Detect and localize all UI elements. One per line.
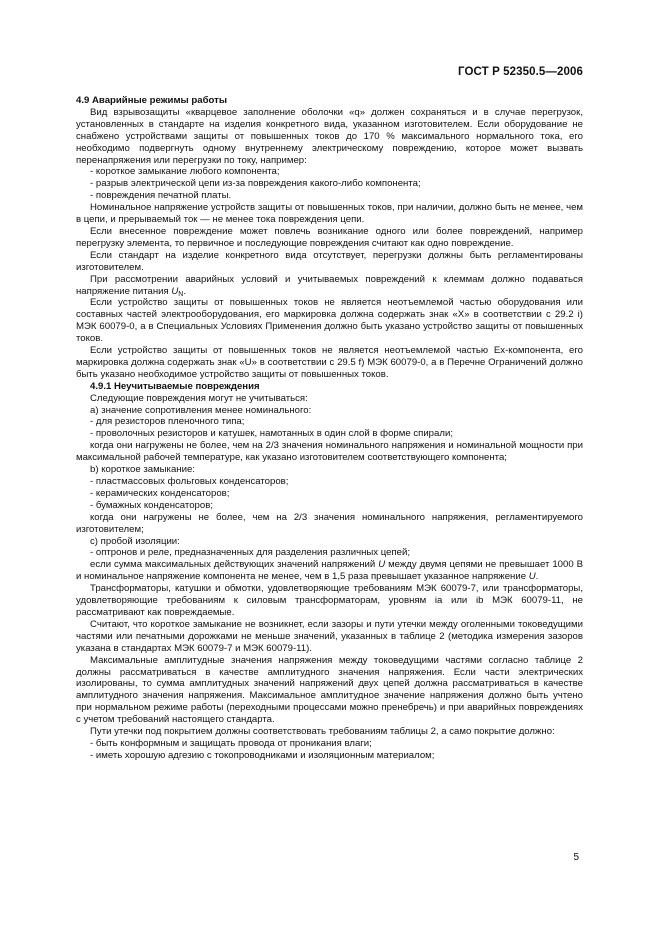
paragraph: Трансформаторы, катушки и обмотки, удовлетворяющие требованиям МЭК 60079-7, или трансформаторы, удовлетворяющие требованиям к силовым трансформаторам, уровням ia или ib МЭК 60079-11, не рассматривают как повреждаемые.	[76, 583, 583, 618]
text-fragment: между двумя цепями не превышает 1000 В и номинальное напряжение компонента не менее, чем в 1,5 раза превышает указанное напряжение	[76, 559, 583, 583]
list-item: b) короткое замыкание:	[90, 464, 195, 476]
paragraph: Если стандарт на изделие конкретного вида отсутствует, перегрузки должны быть регламентированы изготовителем.	[76, 249, 583, 273]
paragraph: Если устройство защиты от повышенных токов не является неотъемлемой частью Ex-компонента, его маркировка должна содержать знак «U» в соответствии с 29.5 f) МЭК 60079-0, а в Перечне Ограничений должно быть указано необходимое устройство защиты от повышенных токов.	[76, 345, 583, 380]
list-item: - короткое замыкание любого компонента;	[90, 166, 280, 178]
paragraph: Пути утечки под покрытием должны соответствовать требованиям таблицы 2, а само покрытие должно:	[90, 726, 555, 738]
list-item: - быть конформным и защищать провода от проникания влаги;	[90, 737, 372, 749]
paragraph: Считают, что короткое замыкание не возникнет, если зазоры и пути утечки между оголенными токоведущими частями или печатными дорожками не меньше значений, указанных в таблице 2 (методика измерения зазоров указана в стандартах МЭК 60079-7 и МЭК 60079-11).	[76, 618, 583, 654]
list-item: c) пробой изоляции:	[90, 535, 180, 547]
list-item: - повреждения печатной платы.	[90, 190, 232, 202]
text-fragment: .	[183, 285, 187, 297]
paragraph-supply-voltage	[76, 274, 583, 298]
section-heading-4-9: 4.9 Аварийные режимы работы	[76, 95, 228, 106]
paragraph: когда они нагружены не более, чем на 2/3 значения номинального напряжения, регламентируемого изготовителем;	[76, 511, 583, 535]
document-body	[76, 95, 583, 762]
paragraph: Вид взрывозащиты «кварцевое заполнение оболочки «q» должен сохраняться и в случае перегрузок, установленных в стандарте на изделия конкретного вида, указанном изготовителем. Если оборудование не снабжено устройствами защиты от повышенных токов до 170 % максимального нормального тока, его необходимо подвергнуть одному внутреннему электрическому повреждению, которое может вызвать перенапряжения или перегрузки по току, например:	[76, 106, 583, 166]
variable-u: U	[378, 559, 386, 571]
list-item: - проволочных резисторов и катушек, намотанных в один слой в форме спирали;	[90, 428, 453, 440]
subscript-n: N	[178, 290, 184, 298]
variable-u: U	[171, 285, 179, 297]
paragraph: Следующие повреждения могут не учитываться:	[90, 392, 308, 404]
section-heading-4-9-1: 4.9.1 Неучитываемые повреждения	[90, 380, 260, 392]
text-fragment: .	[535, 571, 539, 583]
list-item: - оптронов и реле, предназначенных для разделения различных цепей;	[90, 547, 410, 559]
variable-u: U	[528, 571, 536, 583]
paragraph-voltage-sum	[76, 559, 583, 583]
paragraph: Максимальные амплитудные значения напряжения между токоведущими частями согласно таблице 2 должны рассматриваться в качестве амплитудного значения напряжения. Если части электрических изолированы, то сумма амплитудных значений напряжений двух цепей должна рассматриваться в качестве амплитудного значения напряжения. Максимальное амплитудное значение напряжения должно быть учтено при нормальном режиме работы (переходными процессами можно пренебречь) и при аварийных повреждениях с учетом требований настоящего стандарта.	[76, 654, 583, 726]
list-item: - бумажных конденсаторов;	[90, 499, 213, 511]
list-item: - для резисторов пленочного типа;	[90, 416, 245, 428]
list-item: - керамических конденсаторов;	[90, 487, 230, 499]
list-item: - иметь хорошую адгезию с токопроводниками и изоляционным материалом;	[90, 749, 435, 761]
paragraph: Номинальное напряжение устройств защиты от повышенных токов, при наличии, должно быть не менее, чем в цепи, и прерываемый ток — не менее тока повреждения цепи.	[76, 202, 583, 226]
text-fragment: если сумма максимальных действующих значений напряжений	[90, 559, 379, 571]
page-number: 5	[573, 852, 579, 863]
paragraph: Если внесенное повреждение может повлечь возникание одного или более повреждений, например перегрузку элемента, то первичное и последующие повреждения считают как одно повреждение.	[76, 225, 583, 249]
list-item: a) значение сопротивления менее номинального:	[90, 404, 312, 416]
list-item: - разрыв электрической цепи из-за повреждения какого-либо компонента;	[90, 178, 421, 190]
list-item: - пластмассовых фольговых конденсаторов;	[90, 476, 289, 487]
standard-header: ГОСТ Р 52350.5—2006	[458, 66, 583, 78]
paragraph: Если устройство защиты от повышенных токов не является неотъемлемой частью оборудования или составных частей электрооборудования, его маркировка должна содержать знак «X» в соответствии с 29.2 i) МЭК 60079-0, а в Специальных Условиях Применения должно быть указано устройство защиты от повышенных токов.	[76, 297, 583, 345]
paragraph: когда они нагружены не более, чем на 2/3 значения номинального напряжения и номинальной мощности при максимальной рабочей температуре, как указано изготовителем соответствующего компонента;	[76, 440, 583, 464]
text-fragment: При рассмотрении аварийных условий и учитываемых повреждений к клеммам должно подаваться напряжение питания	[76, 273, 583, 297]
